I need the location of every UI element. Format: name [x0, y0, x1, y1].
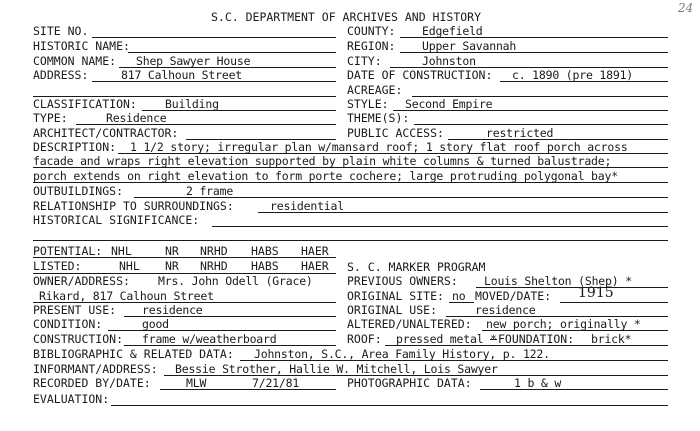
potential-nr: NR	[165, 244, 179, 258]
listed-habs: HABS	[251, 259, 279, 273]
corner-mark: 24	[678, 1, 694, 15]
potential-label: POTENTIAL:	[33, 244, 103, 258]
address-line	[92, 81, 336, 82]
previous-owners-line	[476, 287, 668, 288]
site-no-label: SITE NO.	[33, 24, 89, 38]
relationship-line	[258, 212, 668, 213]
address-value: 817 Calhoun Street	[121, 68, 243, 82]
description-label: DESCRIPTION:	[33, 140, 117, 154]
classification-line	[142, 110, 336, 111]
historic-name-label: HISTORIC NAME:	[33, 39, 130, 53]
original-use-value: residence	[475, 303, 536, 317]
county-value: Edgefield	[422, 24, 483, 38]
evaluation-line	[111, 405, 668, 406]
description-line-3: porch extends on right elevation to form porte cochere; large protruding polygonal bay*	[33, 169, 618, 183]
condition-label: CONDITION:	[33, 317, 103, 331]
type-line	[76, 124, 336, 125]
site-no-line	[92, 37, 336, 38]
altered-value: new porch; originally *	[486, 317, 641, 331]
type-value: Residence	[106, 111, 167, 125]
region-value: Upper Savannah	[422, 39, 517, 53]
listed-nr: NR	[165, 259, 179, 273]
altered-label: ALTERED/UNALTERED:	[347, 317, 472, 331]
theme-line	[414, 124, 668, 125]
recorded-date: 7/21/81	[252, 376, 300, 390]
style-line	[393, 110, 668, 111]
common-name-label: COMMON NAME:	[33, 54, 117, 68]
owner-top-line	[33, 273, 336, 274]
previous-owners-label: PREVIOUS OWNERS:	[347, 274, 458, 288]
public-access-label: PUBLIC ACCESS:	[347, 126, 444, 140]
description-line-2: facade and wraps right elevation supported by plain white columns & turned balustrade;	[33, 154, 612, 168]
theme-label: THEME(S):	[347, 111, 410, 125]
listed-haer: HAER	[301, 259, 329, 273]
owner-value-2: Rikard, 817 Calhoun Street	[39, 289, 214, 303]
potential-habs: HABS	[251, 244, 279, 258]
historical-significance-label: HISTORICAL SIGNIFICANCE:	[33, 213, 200, 227]
moved-date-line	[560, 302, 668, 303]
recorded-label: RECORDED BY/DATE:	[33, 376, 151, 390]
bibliographic-line	[240, 360, 668, 361]
region-label: REGION:	[347, 39, 396, 53]
listed-nrhd: NRHD	[200, 259, 228, 273]
altered-line	[482, 330, 668, 331]
city-label: CITY:	[347, 54, 382, 68]
roof-struck-mark: *	[490, 332, 497, 346]
region-line	[400, 52, 668, 53]
previous-owners-value: Louis Shelton (Shep) *	[484, 274, 632, 288]
county-line	[400, 37, 668, 38]
marker-program: S. C. MARKER PROGRAM	[347, 260, 486, 274]
city-value: Johnston	[422, 54, 476, 68]
original-site-label: ORIGINAL SITE:	[347, 289, 444, 303]
listed-label: LISTED:	[33, 259, 82, 273]
classification-label: CLASSIFICATION:	[33, 97, 137, 111]
recorded-by: MLW	[186, 376, 207, 390]
historic-name-line	[128, 52, 336, 53]
bibliographic-value: Johnston, S.C., Area Family History, p. 122.	[254, 347, 550, 361]
foundation-label: FOUNDATION:	[498, 332, 575, 346]
potential-nrhd: NRHD	[200, 244, 228, 258]
foundation-value: brick*	[591, 332, 632, 346]
roof-label: ROOF:	[347, 332, 382, 346]
outbuildings-value: 2 frame	[186, 184, 234, 198]
listed-nhl: NHL	[119, 259, 140, 273]
architect-label: ARCHITECT/CONTRACTOR:	[33, 126, 179, 140]
relationship-label: RELATIONSHIP TO SURROUNDINGS:	[33, 199, 234, 213]
public-access-value: restricted	[486, 126, 554, 140]
description-underline-3	[33, 182, 668, 183]
date-construction-label: DATE OF CONSTRUCTION:	[347, 68, 493, 82]
acreage-label: ACREAGE:	[347, 83, 403, 97]
moved-date-value: 1915	[578, 285, 614, 301]
original-site-line	[449, 302, 474, 303]
outbuildings-label: OUTBUILDINGS:	[33, 184, 124, 198]
form-title: S.C. DEPARTMENT OF ARCHIVES AND HISTORY	[211, 10, 482, 24]
present-use-value: residence	[142, 303, 203, 317]
potential-line	[33, 257, 336, 258]
bibliographic-label: BIBLIOGRAPHIC & RELATED DATA:	[33, 347, 234, 361]
condition-value: good	[142, 317, 169, 331]
historical-significance-line-2	[33, 240, 668, 241]
potential-nhl: NHL	[111, 244, 132, 258]
original-use-label: ORIGINAL USE:	[347, 303, 438, 317]
historical-significance-line-1	[212, 226, 668, 227]
construction-label: CONSTRUCTION:	[33, 332, 124, 346]
informant-label: INFORMANT/ADDRESS:	[33, 362, 158, 376]
condition-line	[108, 330, 336, 331]
classification-top-line	[33, 96, 336, 97]
address-label: ADDRESS:	[33, 68, 89, 82]
style-label: STYLE:	[347, 97, 389, 111]
construction-value: frame w/weatherboard	[142, 332, 277, 346]
photographic-label: PHOTOGRAPHIC DATA:	[347, 376, 472, 390]
potential-haer: HAER	[301, 244, 329, 258]
county-label: COUNTY:	[347, 24, 396, 38]
description-line-1: 1 1/2 story; irregular plan w/mansard roof; 1 story flat roof porch across	[130, 140, 628, 154]
date-construction-value: c. 1890 (pre 1891)	[512, 68, 634, 82]
present-use-label: PRESENT USE:	[33, 303, 117, 317]
roof-value: pressed metal	[396, 332, 484, 346]
photographic-line	[480, 389, 668, 390]
photographic-value: 1 b & w	[514, 376, 562, 390]
evaluation-label: EVALUATION:	[33, 392, 110, 406]
owner-value: Mrs. John Odell (Grace)	[158, 274, 313, 288]
roof-line	[385, 345, 668, 346]
style-value: Second Empire	[405, 97, 493, 111]
original-site-value: no	[452, 289, 466, 303]
description-underline-2	[33, 167, 668, 168]
moved-date-label: MOVED/DATE:	[475, 289, 552, 303]
relationship-value: residential	[270, 199, 344, 213]
type-label: TYPE:	[33, 111, 68, 125]
common-name-value: Shep Sawyer House	[136, 54, 251, 68]
classification-value: Building	[165, 97, 219, 111]
construction-line	[124, 345, 336, 346]
date-construction-line	[500, 81, 668, 82]
owner-label: OWNER/ADDRESS:	[33, 274, 130, 288]
informant-value: Bessie Strother, Hallie W. Mitchell, Lois Sawyer	[175, 362, 498, 376]
outbuildings-line	[134, 197, 668, 198]
recorded-line	[160, 389, 336, 390]
